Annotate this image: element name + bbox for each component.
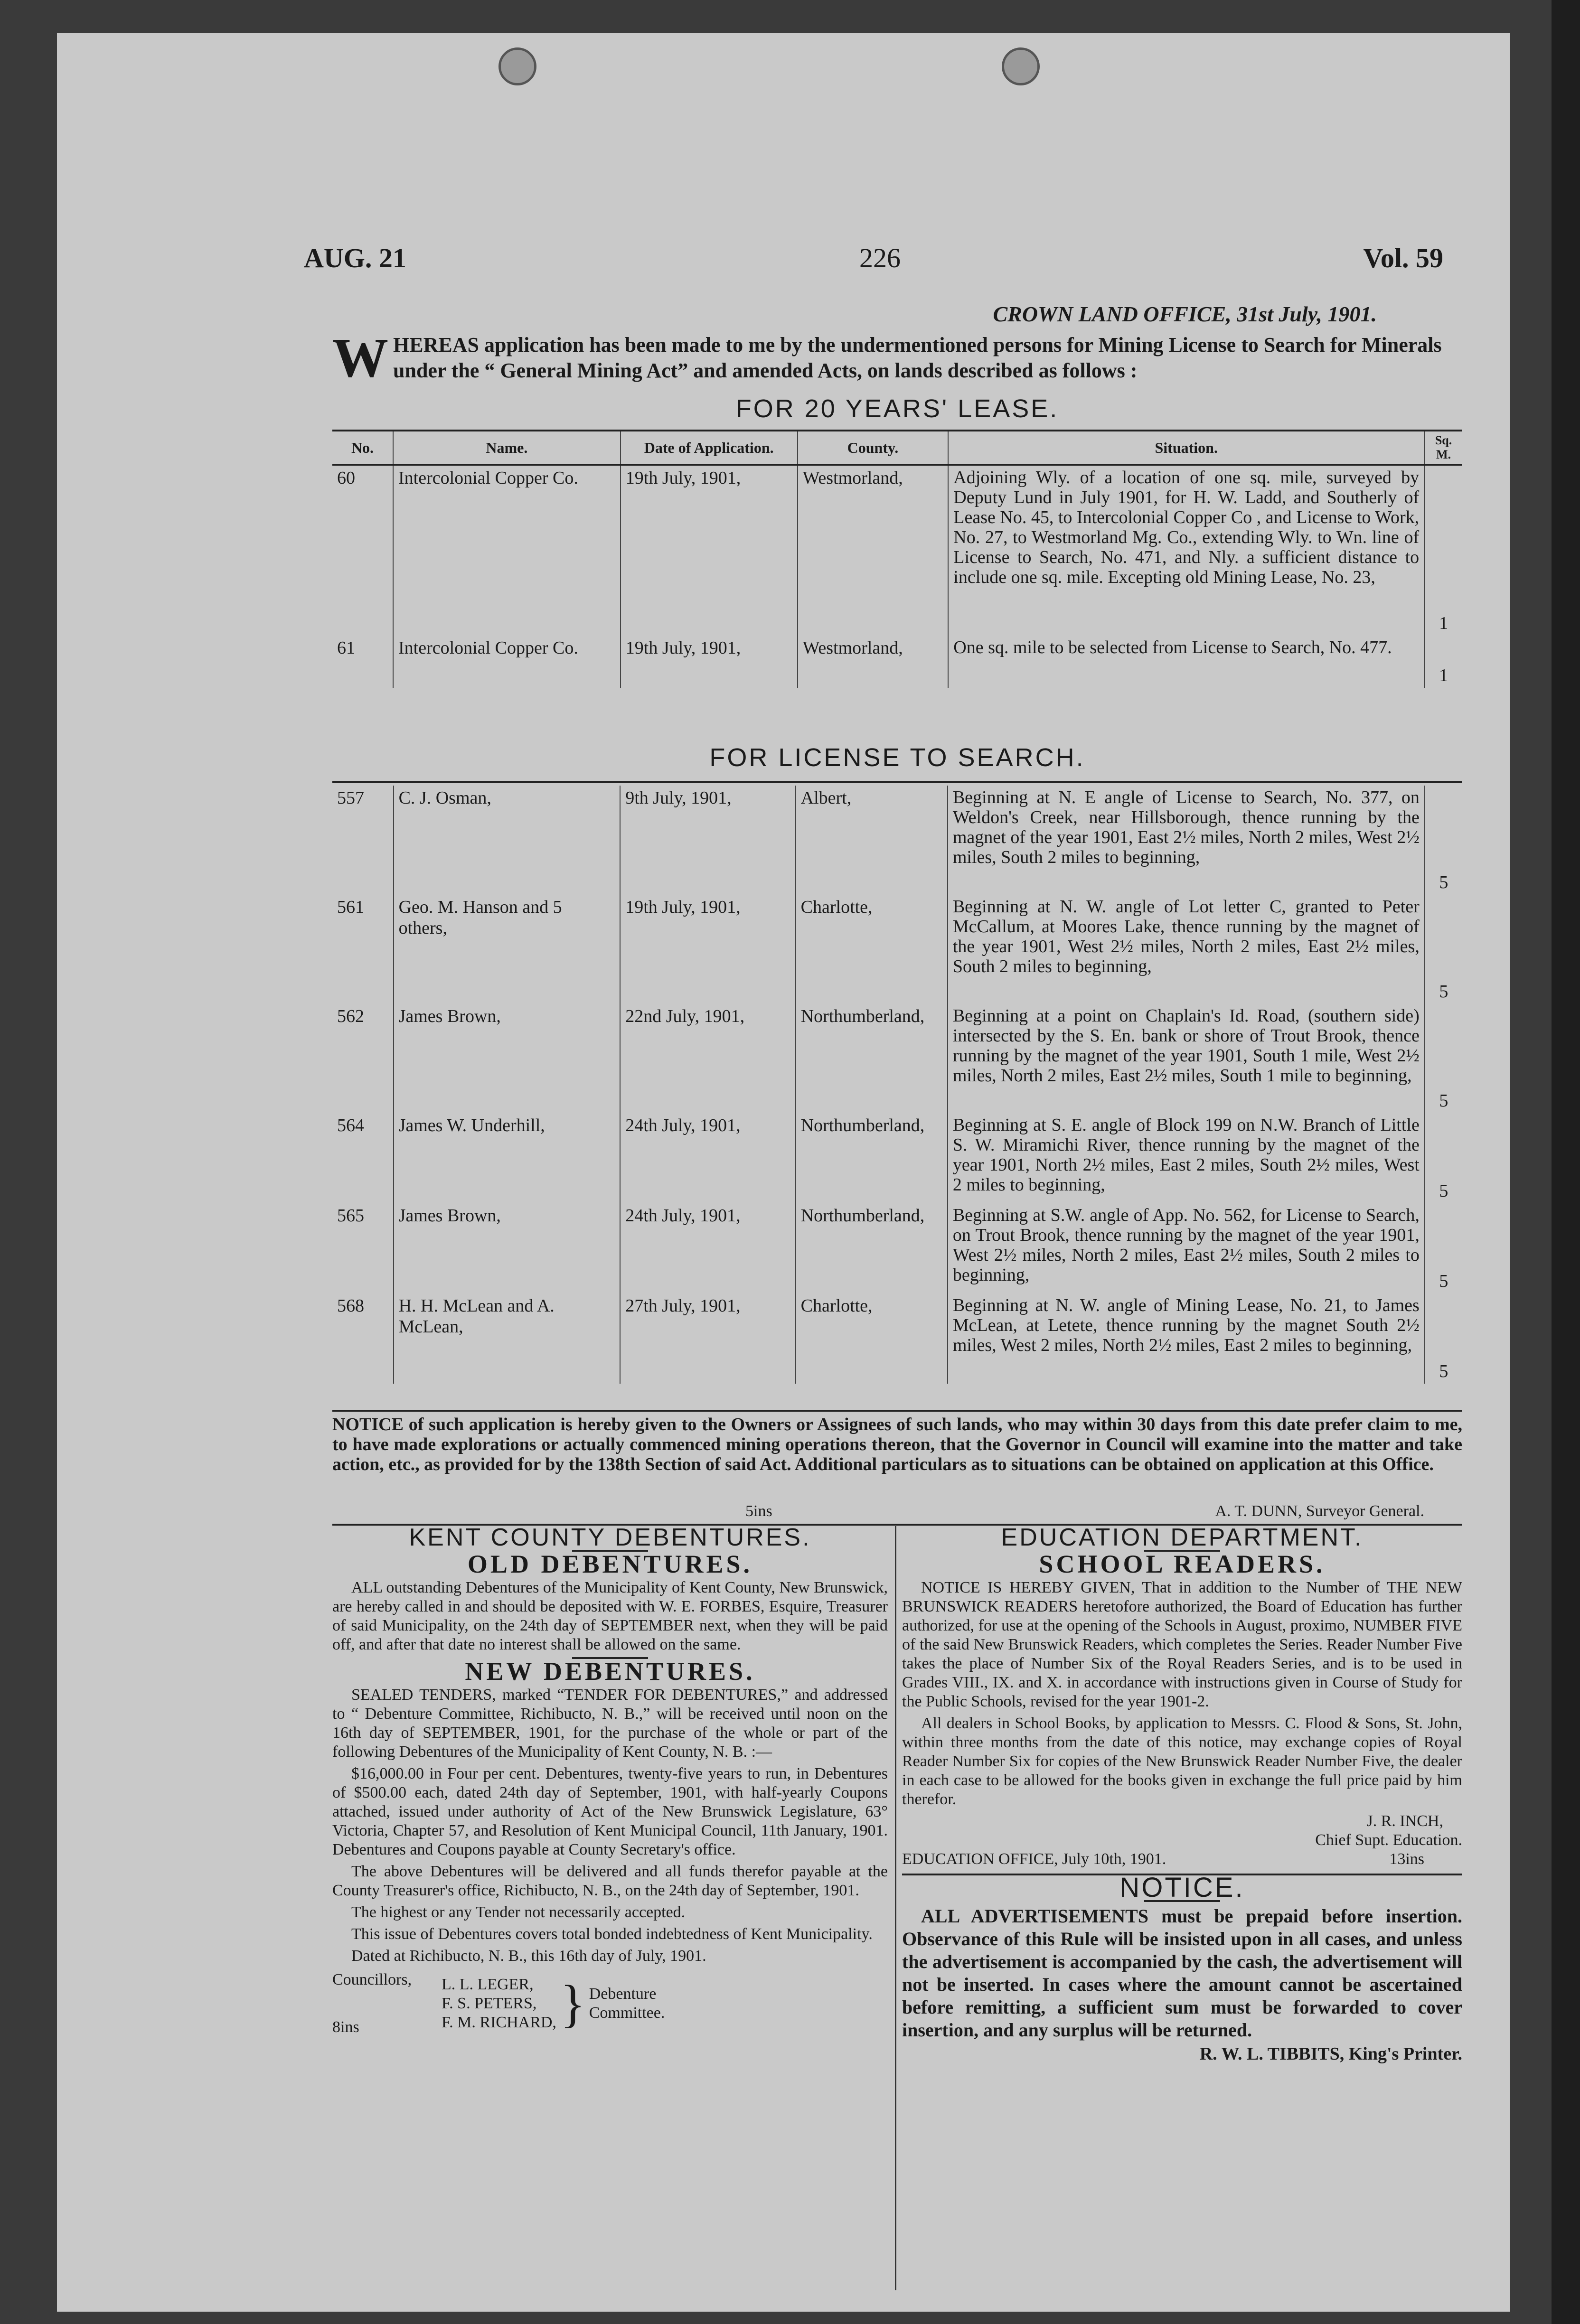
- row-date: 24th July, 1901,: [620, 1113, 795, 1203]
- row-county: Westmorland,: [798, 465, 949, 636]
- old-debentures-body: ALL outstanding Debentures of the Municipality of Kent County, New Brunswick, are hereby called in and should be deposited with W. E. FORBES, Esquire, Treasurer of said Municipality, on the 24th day of SEPTEMBER next, when they will be paid off, and after that date no interest shall be allowed on the same.: [332, 1579, 888, 1653]
- kings-printer-signature: R. W. L. TIBBITS, King's Printer.: [1199, 2044, 1462, 2064]
- row-situation: Beginning at a point on Chaplain's Id. Road, (southern side) intersected by the S. En. bank or shore of Trout Brook, thence running by the magnet of the year 1901, South 1 mile, West 2½ miles, North 2 miles, East 2½ miles, South 1 mile to beginning,: [948, 1004, 1425, 1113]
- lease-table: [332, 430, 1462, 688]
- debenture-amount: $16,000.00 in Four per cent. Debentures, twenty-five years to run, in Debentures of $500.00 each, dated 24th day of September, 1901, with half-yearly Coupons attached, issued under authority of Act of the New Brunswick Legislature, 63° Victoria, Chapter 57, and Resolution of Kent Municipal Council, 11th January, 1901. Debentures and Coupons payable at County Secretary's office.: [332, 1765, 888, 1858]
- brace: }: [560, 1975, 585, 2033]
- row-name: Intercolonial Copper Co.: [393, 465, 621, 636]
- councillor-names: [442, 1975, 556, 2032]
- table-row: [332, 786, 1462, 895]
- row-sq: 5: [1439, 1091, 1448, 1111]
- row-county: Albert,: [796, 786, 948, 895]
- education-paragraph: NOTICE IS HEREBY GIVEN, That in addition to the Number of THE NEW BRUNSWICK READERS heretofore authorized, the Board of Education has further authorized, for use at the opening of the Schools in August, proximo, NUMBER FIVE of the said New Brunswick Readers, which completes the Series. Reader Number Five takes the place of Number Six of the Royal Readers Series, and is to be used in Grades VIII., IX. and X. in accordance with instructions given in Course of Study for the Public Schools, revised for the year 1901-2.: [902, 1579, 1462, 1710]
- kent-paragraph: The above Debentures will be delivered and all funds therefor payable at the County Treasurer's office, Richibucto, N. B., on the 24th day of September, 1901.: [332, 1863, 888, 1899]
- binder-hole: [1002, 47, 1040, 85]
- row-sq: 5: [1439, 872, 1448, 892]
- intro-text: HEREAS application has been made to me by the undermentioned persons for Mining License to Search for Minerals under the “ General Mining Act” and amended Acts, on lands described as follows :: [393, 333, 1442, 382]
- row-sq: 5: [1439, 1361, 1448, 1381]
- row-no: 568: [332, 1293, 394, 1384]
- table-row: [332, 1293, 1462, 1384]
- row-county: Northumberland,: [796, 1113, 948, 1203]
- row-date: 9th July, 1901,: [620, 786, 795, 895]
- notice-body: ALL ADVERTISEMENTS must be prepaid before insertion. Observance of this Rule will be insisted upon in all cases, and unless the advertisement is accompanied by the cash, the advertisement will not be inserted. In cases where the amount cannot be ascertained before remitting, a sufficient sum must be forwarded to cover insertion, and any surplus will be returned.: [902, 1905, 1462, 2041]
- row-situation: Adjoining Wly. of a location of one sq. mile, surveyed by Deputy Lund in July 1901, for H. W. Ladd, and Southerly of Lease No. 45, to Intercolonial Copper Co , and License to Work, No. 27, to Westmorland Mg. Co., extending Wly. to Wn. line of License to Search, No. 471, and Nly. a sufficient distance to include one sq. mile. Excepting old Mining Lease, No. 23,: [948, 465, 1424, 636]
- councillors-left: [332, 1970, 427, 2037]
- row-no: 61: [332, 636, 393, 688]
- row-county: Charlotte,: [796, 1293, 948, 1384]
- row-situation: One sq. mile to be selected from License to Search, No. 477.: [948, 636, 1424, 688]
- row-no: 561: [332, 895, 394, 1004]
- row-sq: 5: [1439, 982, 1448, 1002]
- row-county: Northumberland,: [796, 1004, 948, 1113]
- row-date: 19th July, 1901,: [620, 895, 795, 1004]
- row-sq: 5: [1439, 1271, 1448, 1291]
- crown-land-office-line: CROWN LAND OFFICE, 31st July, 1901.: [993, 302, 1377, 326]
- row-sq: 5: [1439, 1181, 1448, 1201]
- lease-section-title: FOR 20 YEARS' LEASE.: [735, 394, 1059, 423]
- row-situation: Beginning at S. E. angle of Block 199 on N.W. Branch of Little S. W. Miramichi River, thence running by the magnet of the year 1901, North 2½ miles, East 2 miles, South 2½ miles, West 2 miles to beginning,: [948, 1113, 1425, 1203]
- row-sq: 1: [1439, 665, 1448, 685]
- surveyor-signature: A. T. DUNN, Surveyor General.: [1215, 1502, 1424, 1520]
- search-section-title: FOR LICENSE TO SEARCH.: [709, 743, 1085, 772]
- table-row: [332, 1203, 1462, 1293]
- col-county: County.: [798, 431, 949, 465]
- row-name: James W. Underhill,: [394, 1113, 621, 1203]
- whereas-intro: [332, 327, 1462, 389]
- row-date: 19th July, 1901,: [621, 636, 798, 688]
- column-divider: [895, 1526, 896, 2290]
- education-signer: J. R. INCH,: [1366, 1812, 1443, 1830]
- col-situation: Situation.: [948, 431, 1424, 465]
- row-name: James Brown,: [394, 1004, 621, 1113]
- row-no: 564: [332, 1113, 394, 1203]
- table-row: [332, 1004, 1462, 1113]
- col-date: Date of Application.: [621, 431, 798, 465]
- new-debentures-title: NEW DEBENTURES.: [465, 1657, 755, 1686]
- drop-cap: W: [332, 327, 388, 389]
- table-row: [332, 636, 1462, 688]
- col-name: Name.: [393, 431, 621, 465]
- kent-dated: Dated at Richibucto, N. B., this 16th day of July, 1901.: [351, 1947, 706, 1965]
- new-debentures-body: SEALED TENDERS, marked “TENDER FOR DEBENTURES,” and addressed to “ Debenture Committee, Richibucto, N. B.,” will be received until noon on the 16th day of SEPTEMBER, 1901, for the purchase of the whole or part of the following Debentures of the Municipality of Kent County, N. B. :—: [332, 1686, 888, 1761]
- insertion-count: 8ins: [332, 2018, 359, 2036]
- councillor-name: F. S. PETERS,: [442, 1995, 537, 2012]
- table-row: [332, 465, 1462, 636]
- row-situation: Beginning at N. E angle of License to Search, No. 377, on Weldon's Creek, near Hillsborough, thence running by the magnet of the year 1901, East 2½ miles, North 2 miles, West 2½ miles, South 2 miles to beginning,: [948, 786, 1425, 895]
- school-readers-title: SCHOOL READERS.: [1039, 1550, 1326, 1578]
- kent-title: KENT COUNTY DEBENTURES.: [409, 1524, 811, 1551]
- committee-label: Debenture Committee.: [589, 1985, 665, 2022]
- education-department: [902, 1526, 1462, 2063]
- row-county: Charlotte,: [796, 895, 948, 1004]
- search-table: [332, 786, 1462, 1384]
- education-office-line: [902, 1850, 1462, 1869]
- row-no: 562: [332, 1004, 394, 1113]
- page-number: 226: [859, 243, 901, 273]
- row-sq: 1: [1439, 613, 1448, 633]
- councillors-label: Councillors,: [332, 1971, 412, 1988]
- col-sq-m: Sq. M.: [1424, 431, 1462, 465]
- running-header: [304, 242, 1443, 275]
- row-no: 565: [332, 1203, 394, 1293]
- divider: [332, 1410, 1462, 1412]
- row-situation: Beginning at S.W. angle of App. No. 562, for License to Search, on Trout Brook, thence running by the magnet of the year 1901, West 2½ miles, North 2 miles, East 2½ miles, South 2 miles to beginning,: [948, 1203, 1425, 1293]
- row-date: 24th July, 1901,: [620, 1203, 795, 1293]
- row-county: Westmorland,: [798, 636, 949, 688]
- scan-edge: [1552, 0, 1580, 2324]
- row-name: James Brown,: [394, 1203, 621, 1293]
- row-county: Northumberland,: [796, 1203, 948, 1293]
- education-signer-title: Chief Supt. Education.: [1315, 1831, 1462, 1849]
- row-name: H. H. McLean and A. McLean,: [394, 1293, 621, 1384]
- councillor-name: F. M. RICHARD,: [442, 2014, 556, 2031]
- row-date: 19th July, 1901,: [621, 465, 798, 636]
- education-title: EDUCATION DEPARTMENT.: [1001, 1524, 1364, 1551]
- education-paragraph: All dealers in School Books, by application to Messrs. C. Flood & Sons, St. John, within three months from the date of this notice, may exchange copies of Royal Reader Number Six for copies of the New Brunswick Reader Number Five, the dealer in each case to be allowed for the books given in exchange the full price paid by him therefor.: [902, 1715, 1462, 1808]
- notice-title: NOTICE.: [1119, 1872, 1245, 1903]
- education-office: EDUCATION OFFICE, July 10th, 1901.: [902, 1850, 1166, 1868]
- kent-county-debentures: [332, 1526, 888, 2037]
- row-date: 22nd July, 1901,: [620, 1004, 795, 1113]
- row-situation: Beginning at N. W. angle of Mining Lease, No. 21, to James McLean, at Letete, thence running by the magnet South 2½ miles, West 2 miles, North 2½ miles, East 2 miles to beginning,: [948, 1293, 1425, 1384]
- col-no: No.: [332, 431, 393, 465]
- councillor-name: L. L. LEGER,: [442, 1976, 534, 1993]
- councillors-block: [332, 1970, 888, 2037]
- row-name: C. J. Osman,: [394, 786, 621, 895]
- table-row: [332, 895, 1462, 1004]
- old-debentures-title: OLD DEBENTURES.: [467, 1550, 753, 1578]
- insertion-count: 13ins: [1389, 1850, 1424, 1868]
- table-header-row: [332, 431, 1462, 465]
- kent-paragraph: The highest or any Tender not necessarily accepted.: [351, 1903, 686, 1921]
- row-name: Geo. M. Hanson and 5 others,: [394, 895, 621, 1004]
- row-no: 60: [332, 465, 393, 636]
- volume-number: Vol. 59: [1363, 243, 1443, 273]
- application-notice: NOTICE of such application is hereby given to the Owners or Assignees of such lands, who may within 30 days from this date prefer claim to me, to have made explorations or actually commenced mining operations thereon, that the Governor in Council will examine into the matter and take action, etc., as provided for by the 138th Section of said Act. Additional particulars as to situations can be obtained on application at this Office.: [332, 1415, 1462, 1474]
- row-name: Intercolonial Copper Co.: [393, 636, 621, 688]
- row-situation: Beginning at N. W. angle of Lot letter C, granted to Peter McCallum, at Moores Lake, thence running by the magnet of the year 1901, West 2½ miles, North 2 miles, East 2½ miles, South 2 miles to beginning,: [948, 895, 1425, 1004]
- insertion-count: 5ins: [745, 1502, 772, 1520]
- divider: [332, 781, 1462, 783]
- binder-hole: [498, 47, 536, 85]
- table-row: [332, 1113, 1462, 1203]
- issue-date: AUG. 21: [304, 243, 406, 273]
- kent-paragraph: This issue of Debentures covers total bonded indebtedness of Kent Municipality.: [351, 1925, 873, 1943]
- row-date: 27th July, 1901,: [620, 1293, 795, 1384]
- row-no: 557: [332, 786, 394, 895]
